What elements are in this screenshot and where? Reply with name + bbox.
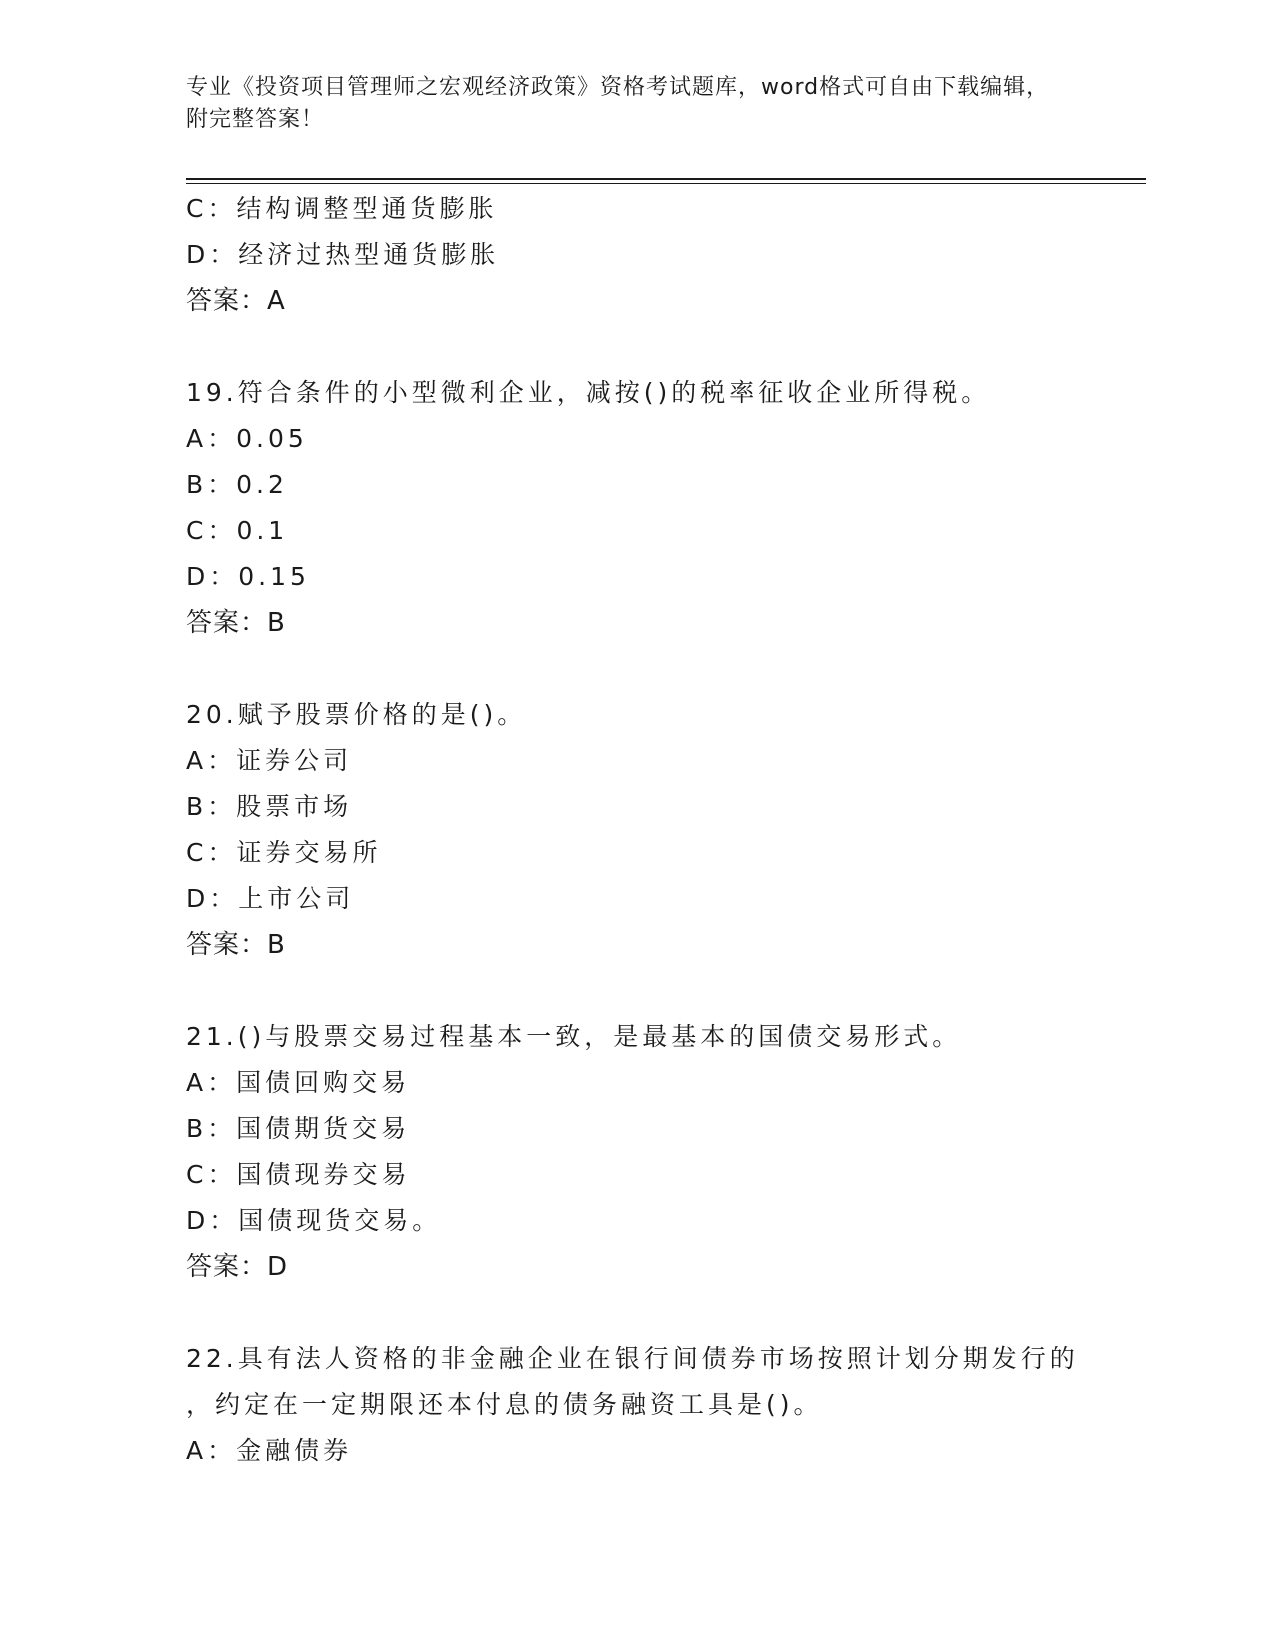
question-stem: 20.赋予股票价格的是()。 [186, 700, 527, 729]
option-b: B：国债期货交易 [186, 1114, 411, 1143]
header-divider [186, 178, 1146, 180]
question-stem: 19.符合条件的小型微利企业，减按()的税率征收企业所得税。 [186, 378, 991, 407]
document-header: 专业《投资项目管理师之宏观经济政策》资格考试题库，word格式可自由下载编辑，附完整答案！ [186, 75, 1050, 132]
option-a: A：金融债券 [186, 1436, 353, 1465]
question-block-19 [186, 370, 1086, 646]
option-c: C：0.1 [186, 516, 289, 545]
option-a: A：0.05 [186, 424, 308, 453]
option-a: A：国债回购交易 [186, 1068, 411, 1097]
question-stem: 21.()与股票交易过程基本一致，是最基本的国债交易形式。 [186, 1022, 962, 1051]
option-c: C：证券交易所 [186, 838, 382, 867]
answer-line: 答案：B [186, 608, 286, 638]
question-block-21 [186, 1014, 1086, 1290]
option-d: D：上市公司 [186, 884, 355, 913]
option-c: C：国债现券交易 [186, 1160, 411, 1189]
answer-line: 答案：D [186, 1252, 289, 1282]
option-b: B：股票市场 [186, 792, 353, 821]
option-d: D：国债现货交易。 [186, 1206, 442, 1235]
question-stem-line-1: 22.具有法人资格的非金融企业在银行间债券市场按照计划分期发行的 [186, 1344, 1079, 1373]
question-block-20 [186, 692, 1086, 968]
answer-line: 答案：A [186, 286, 286, 316]
option-c: C：结构调整型通货膨胀 [186, 194, 498, 223]
answer-line: 答案：B [186, 930, 286, 960]
question-block-22 [186, 1336, 1086, 1474]
option-b: B：0.2 [186, 470, 288, 499]
question-block-18 [186, 186, 1086, 324]
option-d: D：经济过热型通货膨胀 [186, 240, 500, 269]
option-a: A：证券公司 [186, 746, 353, 775]
option-d: D：0.15 [186, 562, 310, 591]
question-stem-line-2: ，约定在一定期限还本付息的债务融资工具是()。 [186, 1390, 823, 1419]
question-list [186, 186, 1086, 1474]
header-divider-thin [186, 183, 1146, 184]
